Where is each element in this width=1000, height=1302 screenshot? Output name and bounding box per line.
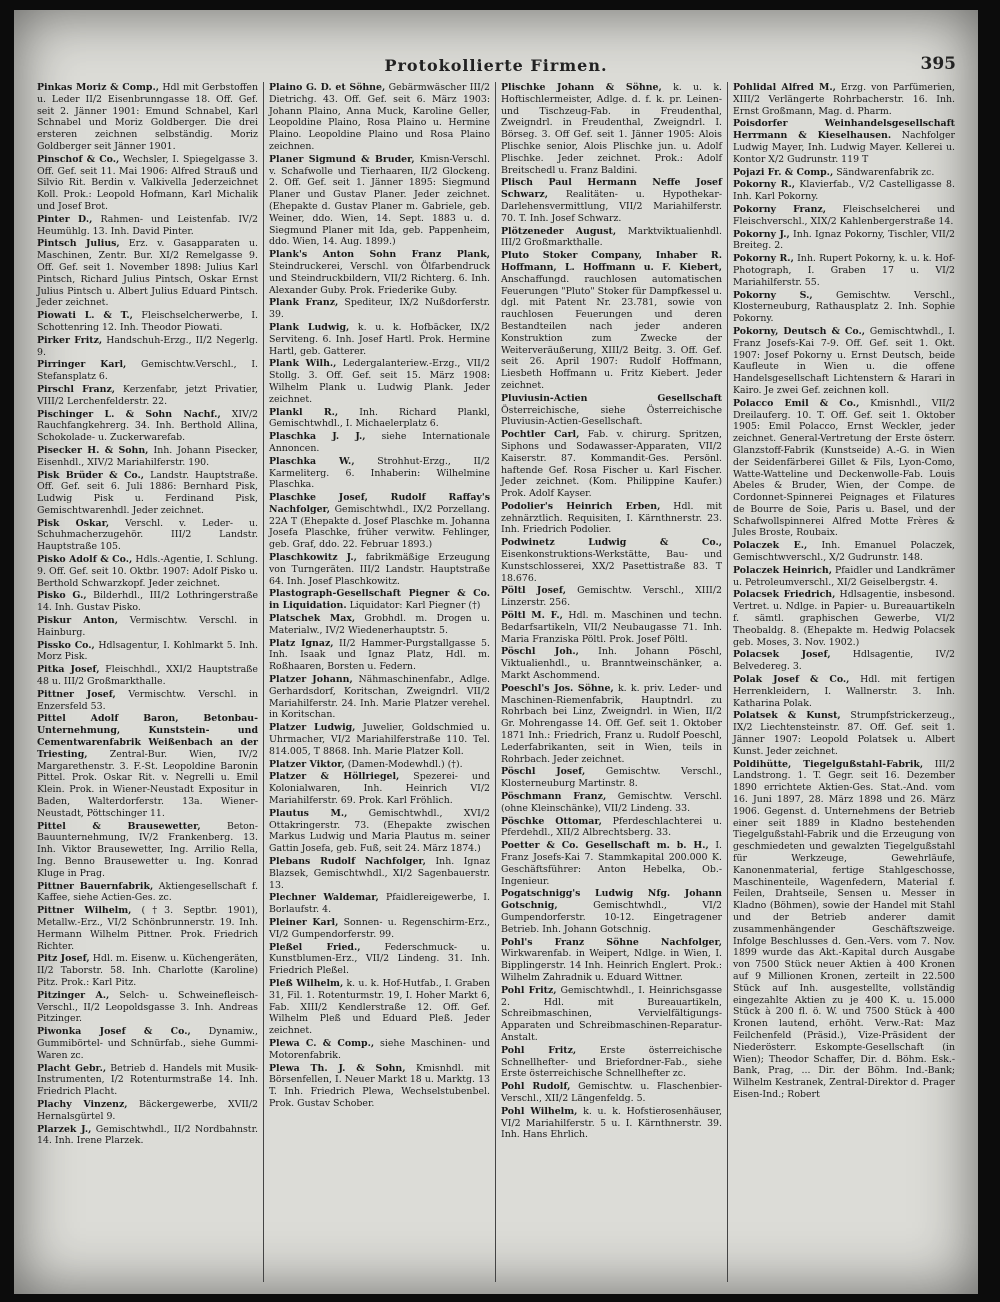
firm-name: Platz Ignaz,	[269, 637, 334, 649]
directory-entry	[37, 82, 258, 153]
firm-name: Pirschl Franz,	[37, 383, 116, 395]
firm-details: Gebärmwäscher III/2 Dietrichg. 43. Off. Gef. seit 6. März 1903: Johann Plaino, Anna Muck, Karoline Geller, Leopoldine Plaino, Rosa Plaino u. Hermine Plaino. Leopoldine Plaino und Rosa Plaino zeichnen.	[269, 82, 490, 152]
directory-entry	[733, 179, 955, 203]
firm-details: Österreichische, siehe Österreichische Pluviusin-Actien-Gesellschaft.	[501, 404, 722, 428]
firm-details: Betrieb d. Handels mit Musik-Instrumenten, I/2 Rotenturmstraße 14. Inh. Friedrich Placht.	[37, 1062, 259, 1098]
firm-name: Platzer Viktor,	[269, 758, 345, 770]
firm-name: Plewa Th. J. & Sohn,	[269, 1062, 406, 1074]
firm-name: Pohl Wilhelm,	[501, 1105, 578, 1117]
firm-name: Plebans Rudolf Nachfolger,	[269, 856, 426, 867]
firm-name: Polacco Emil & Co.,	[733, 397, 860, 409]
firm-name: Pöschl Joh.,	[501, 646, 579, 658]
firm-details: Inh. Rupert Pokorny, k. u. k. Hof-Photograph, I. Graben 17 u. VI/2 Mariahilferstr. 55.	[733, 253, 955, 288]
firm-details: Kmisnhdl., VII/2 Dreilauferg. 10. T. Off. Gef. seit 1. Oktober 1905: Emil Polacco, Ernst Weckler, jeder zeichnet. General-Vertretung der Erste österr. Glanzstoff-Fabrik (Kunstseide) A.-G. in Wien der Seidenfärberei Gillet & Fils, Lyon-Como, Watte-Watteline und Deckenwolle-Fab. Louis Abeles & Bruder, Wien, der Compe. de Cordonnet-Spinnerei Peignages et Filatures de Bourre de Soie, Paris u. Basel, und der Schafwollspinnerei Alfred Motte Frères & Jules Broste, Roubaix.	[733, 397, 955, 539]
directory-entry	[269, 978, 490, 1037]
directory-entry	[501, 429, 722, 500]
directory-entry	[269, 917, 490, 941]
directory-entry	[269, 808, 490, 855]
firm-name: Pleßel Fried.,	[269, 941, 361, 953]
directory-entry	[501, 393, 722, 428]
firm-name: Plischke Johann & Söhne,	[501, 82, 662, 93]
directory-entry	[269, 722, 490, 757]
directory-entry	[733, 290, 955, 325]
directory-entry	[733, 204, 955, 228]
directory-entry	[37, 640, 258, 664]
firm-details: Zentral-Bur. Wien, IV/2 Margarethenstr. 3. F.-St. Leopoldine Baronin Pittel. Prok. Oskar Rit. v. Negrelli u. Emil Klein. Prok. in Wiener-Neustadt Expositur in Baden, Walterdorferstr. 13a. Wiener-Neustadt, Pöttschinger 11.	[37, 748, 258, 819]
firm-name: Pittner Bauernfabrik,	[37, 880, 154, 892]
directory-entry	[733, 565, 955, 589]
firm-details: Wirkwarenfab. in Weipert, Ndlge. in Wien, I. Bipplingerstr. 14 Inh. Heinrich Englert. Prok.: Wilhelm Zahradnik u. Eduard Wittner.	[501, 948, 722, 983]
firm-name: Pisk Brüder & Co.,	[37, 469, 145, 481]
firm-name: Polatsek & Kunst,	[733, 710, 841, 722]
directory-entry	[501, 791, 722, 815]
directory-entry	[269, 638, 490, 673]
firm-details: Hdl. mit zehnärztlich. Requisiten, I. Kärnthnerstr. 23. Inh. Friedrich Podolier.	[501, 500, 722, 536]
firm-details: Eisenkonstruktions-Werkstätte, Bau- und Kunstschlosserei, XX/2 Pasettistraße 83. T 18.676.	[501, 549, 722, 584]
firm-details: Gemischtwhdl., I. Franz Josefs-Kai 7-9. Off. Gef. seit 1. Okt. 1907: Josef Pokorny u. Ernst Deutsch, beide Kaufleute in Wien u. die offene Handelsgesellschaft Lichtenstern & Harari in Kairo. Je zwei Gef. zeichnen koll.	[733, 325, 955, 396]
directory-entry	[733, 674, 955, 709]
directory-entry	[37, 359, 258, 383]
firm-name: Plank Ludwig,	[269, 321, 350, 333]
directory-entry	[37, 518, 258, 553]
firm-name: Pittner Wilhelm,	[37, 905, 132, 917]
directory-entry	[501, 82, 722, 176]
firm-details: Spediteur, IX/2 Nußdorferstr. 39.	[269, 297, 491, 321]
firm-name: Polacsek Friedrich,	[733, 589, 836, 601]
firm-name: Pohl Fritz,	[501, 984, 557, 996]
firm-details: (Damen-Modewhdl.) (†).	[347, 758, 463, 770]
firm-details: Erzg. von Parfümerien, XIII/2 Verlängerte Rohrbacherstr. 16. Inh. Ernst Großmann, Mag. d. Pharm.	[733, 82, 955, 117]
firm-details: Dynamiw., Gummibörtel- und Schnürfab., siehe Gummi-Waren zc.	[37, 1026, 258, 1061]
directory-entry	[733, 167, 955, 179]
firm-details: Kerzenfabr, jetzt Privatier, VIII/2 Lerchenfelderstr. 22.	[37, 383, 258, 407]
firm-name: Pinkas Moriz & Comp.,	[37, 82, 159, 93]
firm-name: Plankl R.,	[269, 406, 339, 418]
directory-entry	[37, 713, 258, 819]
firm-name: Plank Franz,	[269, 297, 339, 309]
firm-name: Pleiner Karl,	[269, 916, 339, 928]
firm-name: Pöltl Josef,	[501, 585, 566, 597]
directory-entry	[501, 537, 722, 584]
firm-details: Pfaidlereigewerbe, I. Borlaufstr. 4.	[269, 892, 490, 916]
firm-name: Plewa C. & Comp.,	[269, 1037, 375, 1049]
column-4	[728, 82, 960, 1282]
firm-details: Sonnen- u. Regenschirm-Erz., VI/2 Gumpendorferstr. 99.	[269, 916, 491, 940]
firm-details: Hdl. m. Maschinen und techn. Bedarfsartikeln, VII/2 Neubaugasse 71. Inh. Maria Franziska Pöltl. Prok. Josef Pöltl.	[501, 610, 722, 645]
directory-entry	[501, 1045, 722, 1080]
firm-name: Pokorny Franz,	[733, 203, 826, 215]
directory-entry	[269, 358, 490, 405]
firm-name: Pohlidal Alfred M.,	[733, 82, 836, 93]
firm-name: Poisdorfer Weinhandelsgesellschaft Herrmann & Kieselhausen.	[733, 118, 955, 142]
directory-entry	[501, 1081, 722, 1105]
firm-details: Gemischtw. u. Flaschenbier-Verschl., XII/2 Längenfeldg. 5.	[501, 1081, 723, 1104]
firm-name: Plank Wilh.,	[269, 358, 337, 370]
directory-entry	[269, 154, 490, 248]
firm-details: Inh. Richard Plankl, Gemischtwhdl., I. Michaelerplatz 6.	[269, 406, 490, 430]
directory-entry	[269, 249, 490, 296]
firm-name: Pokorny R.,	[733, 179, 795, 191]
firm-name: Pittel & Brausewetter,	[37, 820, 201, 832]
firm-name: Plaschkowitz J.,	[269, 552, 357, 564]
firm-details: Inh. Emanuel Polaczek, Gemischtwverschl., X/2 Gudrunstr. 148.	[733, 540, 955, 564]
directory-entry	[501, 585, 722, 609]
directory-entry	[733, 326, 955, 397]
firm-details: Hdlsagentur, I. Kohlmarkt 5. Inh. Morz Pisk.	[37, 639, 258, 663]
firm-name: Pittner Josef,	[37, 688, 116, 700]
firm-name: Pinschof & Co.,	[37, 153, 120, 165]
directory-entry	[269, 759, 490, 771]
firm-name: Pisko Adolf & Co.,	[37, 554, 133, 566]
firm-details: Gemischtwhdl., I. Heinrichsgasse 2. Hdl. mit Bureauartikeln, Schreibmaschinen, Vervielfältigungs-Apparaten und Schreibmaschinen-Reparatur-Anstalt.	[501, 984, 722, 1043]
firm-details: Hdl. m. Eisenw. u. Küchengeräten, II/2 Taborstr. 58. Inh. Charlotte (Karoline) Pitz. Prok.: Karl Pitz.	[37, 953, 258, 988]
firm-name: Pleß Wilhelm,	[269, 977, 344, 989]
firm-details: Ledergalanteriew.-Erzg., VII/2 Stollg. 3. Off. Gef. seit 15. März 1908: Wilhelm Plank u. Ludwig Plank. Jeder zeichnet.	[269, 358, 490, 405]
directory-entry	[37, 554, 258, 589]
firm-details: Marktviktualienhdl. III/2 Großmarkthalle.	[501, 225, 722, 249]
firm-details: Hdl. mit fertigen Herrenkleidern, I. Wallnerstr. 3. Inh. Katharina Polak.	[733, 674, 956, 709]
firm-details: Gemischtw.Verschl., I. Stefansplatz 6.	[37, 359, 259, 383]
firm-name: Pokorny S.,	[733, 289, 813, 301]
directory-entry	[269, 588, 490, 612]
directory-entry	[37, 214, 258, 238]
column-1	[32, 82, 264, 1282]
firm-details: Wechsler, I. Spiegelgasse 3. Off. Gef. seit 11. Mai 1906: Alfred Strauß und Silvio Rit. Berdin v. Valkivella Jederzeichnet Koll. Prok.: Leopold Hofmann, Karl Michalik und Josef Brot.	[37, 153, 258, 212]
firm-name: Podwinetz Ludwig & Co.,	[501, 537, 722, 549]
directory-entry	[37, 335, 258, 359]
firm-details: I. Franz Josefs-Kai 7. Stammkapital 200.000 K. Geschäftsführer: Anton Hebelka, Ob.-Ingenieur.	[501, 840, 723, 887]
firm-name: Platschek Max,	[269, 613, 356, 625]
directory-entry	[269, 674, 490, 721]
directory-entry	[37, 445, 258, 469]
firm-name: Pokorny R.,	[733, 253, 794, 265]
firm-details: Pfaidler und Landkrämer u. Petroleumverschl., XI/2 Geiselbergstr. 4.	[733, 564, 955, 588]
firm-name: Pokorny, Deutsch & Co.,	[733, 325, 866, 337]
firm-details: Inh. Johann Pisecker, Eisenhdl., XIV/2 Mariahilferstr. 190.	[37, 444, 258, 468]
firm-details: fabrikmäßige Erzeugung von Turngeräten. III/2 Landstr. Hauptstraße 64. Inh. Josef Plaschkowitz.	[269, 552, 491, 587]
firm-details: Rahmen- und Leistenfab. IV/2 Heumühlg. 13. Inh. David Pinter.	[37, 213, 258, 237]
firm-details: Fleischhdl., XXI/2 Hauptstraße 48 u. III/2 Großmarkthalle.	[37, 664, 258, 688]
firm-name: Plaschka J. J.,	[269, 431, 366, 443]
directory-entry	[501, 501, 722, 536]
directory-entry	[269, 297, 490, 321]
firm-name: Placht Gebr.,	[37, 1062, 107, 1074]
firm-name: Piowati L. & T.,	[37, 310, 133, 322]
firm-name: Poeschl's Jos. Söhne,	[501, 682, 614, 694]
firm-name: Plisch Paul Hermann Neffe Josef Schwarz,	[501, 177, 722, 201]
firm-details: Strohhut-Erzg., II/2 Karmeliterg. 6. Inhaberin: Wilhelmine Plaschka.	[269, 455, 490, 491]
directory-entry	[733, 398, 955, 540]
firm-name: Platzer Ludwig,	[269, 722, 356, 734]
firm-details: siehe Maschinen- und Motorenfabrik.	[269, 1037, 491, 1061]
directory-entry	[37, 953, 258, 988]
directory-entry	[269, 431, 490, 455]
directory-entry	[501, 646, 722, 681]
firm-details: Selch- u. Schweinefleisch-Verschl., II/2 Leopoldsgasse 3. Inh. Andreas Pitzinger.	[37, 989, 258, 1025]
firm-name: Plaino G. D. et Söhne,	[269, 82, 386, 93]
firm-details: k. k. priv. Leder- und Maschinen-Riemenfabrik, Hauptndrl. zu Rohrbach bei Linz, Zweigndrl. in Wien, II/2 Gr. Mohrengasse 14. Off. Gef. seit 1. Oktober 1871 Inh.: Friedrich, Franz u. Rudolf Poeschl, Lederfabrikanten, seit in Wien, teils in Rohrbach. Jeder zeichnet.	[501, 682, 723, 765]
firm-details: Strumpfstrickerzeug., IX/2 Liechtensteinstr. 87. Off. Gef. seit 1. Jänner 1907: Leopold Polatsek u. Albert Kunst. Jeder zeichnet.	[733, 710, 955, 757]
firm-details: Gemischtw. Verschl., Klosterneuburg Martinstr. 8.	[501, 766, 722, 790]
firm-name: Plaschke Josef, Rudolf Raffay's Nachfolger,	[269, 492, 490, 515]
directory-entry	[733, 759, 955, 1101]
directory-entry	[501, 985, 722, 1044]
firm-details: k. u. k. Hof-Hutfab., I. Graben 31, Fil. 1. Rotenturmstr. 19, I. Hoher Markt 6, Fab. XIII/2 Kendlerstraße 12. Off. Gef. Wilhelm Pleß und Eduard Pleß. Jeder zeichnet.	[269, 977, 491, 1037]
firm-name: Pöltl M. F.,	[501, 610, 563, 622]
firm-name: Pirringer Karl,	[37, 359, 127, 371]
firm-details: Gemischtwhdl., IX/2 Porzellang. 22A T (Ehepakte d. Josef Plaschke m. Johanna Josefa Plaschke, früher verwitw. Fehlinger, geb. Graf, ddo. 22. Februar 1893.)	[269, 503, 491, 551]
firm-details: Kmisn-Verschl. v. Schafwolle und Tierhaaren, II/2 Glockeng. 2. Off. Gef. seit 1. Jänner 1895: Siegmund Planer und Gustav Planer. Jeder zeichnet. (Ehepakte d. Gustav Planer m. Gabriele, geb. Weiner, ddo. Wien, 14. Sept. 1883 u. d. Siegmund Planer mit Ida, geb. Pappenheim, ddo. Wien, 14. Aug. 1899.)	[269, 153, 490, 248]
directory-entry	[37, 990, 258, 1025]
firm-details: siehe Internationale Annoncen.	[269, 431, 490, 454]
page-number: 395	[920, 54, 956, 74]
firm-details: Fab. v. chirurg. Spritzen, Siphons und Sodawasser-Apparaten, VII/2 Kaiserstr. 87. Kommandit-Ges. Persönl. haftende Gef. Rosa Fischer u. Karl Fischer. Jeder zeichnet. (Kom. Philippine Kaufer.) Prok. Adolf Kayser.	[501, 429, 722, 500]
directory-entry	[733, 82, 955, 117]
directory-entry	[269, 322, 490, 357]
firm-name: Pintsch Julius,	[37, 238, 120, 250]
directory-entry	[269, 771, 490, 806]
directory-entry	[37, 1099, 258, 1123]
directory-entry	[37, 881, 258, 905]
column-3	[496, 82, 728, 1282]
directory-entry	[269, 82, 490, 153]
directory-entry	[501, 766, 722, 790]
firm-name: Piskur Anton,	[37, 615, 118, 627]
directory-entry	[37, 1124, 258, 1148]
directory-entry	[501, 1106, 722, 1141]
firm-name: Pinter D.,	[37, 213, 93, 225]
firm-details: Gemischtw. Verschl., Klosterneuburg, Rathausplatz 2. Inh. Sophie Pokorny.	[733, 289, 955, 325]
firm-details: k. u. k. Hofbäcker, IX/2 Serviteng. 6. Inh. Josef Hartl. Prok. Hermine Hartl, geb. Gatterer.	[269, 321, 490, 357]
firm-details: Hdls.-Agentie, I. Schlung. 9. Off. Gef. seit 10. Oktbr. 1907: Adolf Pisko u. Berthold Schwarzkopf. Jeder zeichnet.	[37, 554, 259, 589]
firm-name: Pisecker H. & Sohn,	[37, 444, 149, 456]
directory-entry	[733, 540, 955, 564]
firm-name: Plautus M.,	[269, 807, 348, 819]
directory-entry	[269, 1038, 490, 1062]
directory-entry	[501, 177, 722, 224]
firm-name: Pittel Adolf Baron, Betonbau-Unternehmung, Kunststein- und Cementwarenfabrik Weißenbach an der Triesting,	[37, 713, 258, 760]
firm-name: Pojazi Fr. & Comp.,	[733, 166, 834, 178]
directory-entry	[269, 1063, 490, 1110]
firm-name: Pöschl Josef,	[501, 766, 586, 778]
directory-entry	[269, 613, 490, 637]
firm-details: Verschl. v. Leder- u. Schuhmacherzugehör. III/2 Landstr. Hauptstraße 105.	[37, 517, 259, 553]
firm-details: (†3. Septbr. 1901), Metallw.-Erz., VI/2 Schönbrunnerstr. 19. Inh. Hermann Wilhelm Pittner. Prok. Friedrich Richter.	[37, 905, 258, 952]
directory-entry	[37, 615, 258, 639]
directory-entry	[733, 649, 955, 673]
firm-details: II/2 Hammer-Purgstallgasse 5. Inh. Isaak und Ignaz Platz, Hdl. m. Roßhaaren, Borsten u. Federn.	[269, 637, 491, 673]
firm-name: Pisk Oskar,	[37, 517, 110, 529]
firm-details: Handschuh-Erzg., II/2 Negerlg. 9.	[37, 334, 259, 358]
directory-entry	[269, 492, 490, 551]
firm-name: Polaczek E.,	[733, 540, 808, 552]
firm-details: Klavierfab., V/2 Castelligasse 8. Inh. Karl Pokorny.	[733, 179, 955, 203]
firm-details: Nachfolger Ludwig Mayer, Inh. Ludwig Mayer. Kellerei u. Kontor X/2 Gudrunstr. 119 T	[733, 130, 956, 165]
directory-entry	[37, 470, 258, 517]
firm-name: Poldihütte, Tiegelgußstahl-Fabrik,	[733, 758, 924, 770]
firm-details: Gemischtwhdl., VI/2 Gumpendorferstr. 10-12. Eingetragener Betrieb. Inh. Johann Gotschnig.	[501, 900, 722, 935]
firm-details: III/2 Landstrong. 1. T. Gegr. seit 16. Dezember 1890 errichtete Aktien-Ges. Stat.-And. vom 16. Juni 1897, 28. März 1898 und 26. März 1906. Gegenst. d. Unternehmens der Betrieb einer seit 1889 in Kladno bestehenden Tiegelgußstahl-Fabrik und die Erzeugung von geschmiedeten und gewalzten Tiegelgußstahl für Werkzeuge, Gewehrläufe, Kanonenmaterial, fertige Stahlgeschosse, Maschinenteile, Wagenfedern, Material f. Feilen, Drahtseile, Sensen u. Messer in Kladno (Böhmen), sowie der Handel mit Stahl und der Betrieb anderer damit zusammenhängender Geschäftszweige. Infolge Beschlusses d. Gen.-Vers. vom 7. Nov. 1899 wurde das Akt.-Kapital durch Ausgabe von 7500 Stück neuer Aktien à 400 Kronen auf 9 Millionen Kronen, zerteilt in 22.500 Stück auf Inh. ausgestellte, vollständig eingezahlte Aktien zu je 400 K. u. 15.000 Stück à 200 fl. ö. W. und 7500 Stück à 400 Kronen lautend, erhöht. Verw.-Rat: Maz Feilchenfeld (Präsid.), Vize-Präsident der Niederösterr. Eskompte-Gesellschaft (in Wien); Theodor Schaffer, Dir. d. Böhm. Esk.-Bank, Prag, ... Dir. der Böhm. Ind.-Bank; Wilhelm Kestranek, Zentral-Direktor d. Prager Eisen-Ind.; Robert	[733, 758, 956, 1100]
firm-details: Pferdeschlachterei u. Pferdehdl., XII/2 Albrechtsberg. 33.	[501, 815, 722, 839]
directory-entry	[37, 409, 258, 444]
firm-name: Plaschka W.,	[269, 455, 355, 467]
firm-name: Polaczek Heinrich,	[733, 564, 832, 576]
firm-name: Platzer Johann,	[269, 674, 353, 686]
directory-entry	[269, 856, 490, 891]
firm-details: Landstr. Hauptstraße. Off. Gef. seit 6. Juli 1886: Bernhard Pisk, Ludwig Pisk u. Ferdinand Pisk, Gemischtwarenhdl. Jeder zeichnet.	[37, 469, 259, 516]
directory-entry	[501, 840, 722, 887]
firm-name: Platzer & Höllriegel,	[269, 771, 400, 783]
firm-name: Plachy Vinzenz,	[37, 1098, 128, 1110]
firm-name: Pisko G.,	[37, 590, 87, 602]
directory-entry	[269, 456, 490, 491]
directory-entry	[37, 664, 258, 688]
firm-name: Polacsek Josef,	[733, 649, 831, 661]
firm-name: Pohl's Franz Söhne Nachfolger,	[501, 936, 722, 948]
firm-details: Gemischtw. Verschl. (ohne Kleinschänke), VII/2 Lindeng. 33.	[501, 791, 723, 814]
firm-details: Vermischtw. Verschl. in Hainburg.	[37, 615, 258, 638]
firm-name: Pöschke Ottomar,	[501, 815, 602, 827]
directory-entry	[501, 610, 722, 645]
page-header	[14, 52, 978, 82]
directory-entry	[37, 821, 258, 880]
directory-entry	[37, 1063, 258, 1098]
directory-entry	[733, 229, 955, 253]
firm-name: Pluto Stoker Company, Inhaber R. Hoffmann, L. Hoffmann u. F. Kiebert,	[501, 250, 722, 273]
directory-entry	[37, 154, 258, 213]
firm-name: Pochtler Carl,	[501, 429, 580, 441]
firm-details: Erz. v. Gasapparaten u. Maschinen, Zentr. Bur. XI/2 Remelgasse 9. Off. Gef. seit 1. November 1898: Julius Karl Pintsch, Richard Julius Pintsch, Oskar Ernst Julius Pintsch u. Albert Julius Eduard Pintsch. Jeder zeichnet.	[37, 238, 259, 309]
firm-name: Pogatschnigg's Ludwig Nfg. Johann Gotschnig,	[501, 888, 722, 912]
firm-details: Steindruckerei, Verschl. von Ölfarbendruck und Steindruckbildern, VII/2 Richterg. 6. Inh. Alexander Guby. Prok. Friederike Guby.	[269, 260, 490, 296]
directory-entry	[269, 407, 490, 431]
directory-entry	[501, 888, 722, 935]
directory-entry	[733, 710, 955, 757]
firm-name: Pohl Fritz,	[501, 1044, 577, 1056]
firm-name: Piwonka Josef & Co.,	[37, 1026, 191, 1038]
directory-entry	[37, 384, 258, 408]
firm-details: Inh. Ignaz Pokorny, Tischler, VII/2 Breiteg. 2.	[733, 228, 955, 252]
page-title: Protokollierte Firmen.	[384, 56, 608, 75]
directory-entry	[501, 226, 722, 250]
firm-name: Pokorny J.,	[733, 228, 790, 240]
directory-entry	[733, 118, 955, 165]
firm-name: Pitka Josef,	[37, 664, 100, 676]
directory-entry	[269, 552, 490, 587]
firm-name: Poetter & Co. Gesellschaft m. b. H.,	[501, 840, 709, 852]
directory-entry	[37, 905, 258, 952]
firm-details: Liquidator: Karl Piegner (†)	[349, 600, 481, 612]
directory-entry	[733, 589, 955, 648]
directory-entry	[37, 310, 258, 334]
directory-entry	[37, 689, 258, 713]
text-columns	[32, 82, 962, 1282]
firm-details: k. u. k. Hoftischlermeister, Adlge. d. f. k. pr. Leinen- und Tischzeug-Fab. in Freudenthal, Zweigndrl. in Freudenthal, Zweigndrl. I. Börseg. 3. Off Gef. seit 1. Jänner 1905: Alois Plischke senior, Alois Plischke jun. u. Adolf Plischke. Jeder zeichnet. Prok.: Adolf Breitschedl u. Franz Baldini.	[501, 82, 722, 176]
directory-entry	[37, 238, 258, 309]
firm-name: Pirker Fritz,	[37, 334, 103, 346]
directory-entry	[501, 683, 722, 766]
firm-details: Sändwarenfabrik zc.	[836, 166, 935, 178]
firm-name: Plastograph-Gesellschaft Piegner & Co. in Liquidation.	[269, 588, 490, 612]
firm-details: Inh. Johann Pöschl, Viktualienhdl., u. Branntweinschänker, a. Markt Aschommend.	[501, 646, 722, 682]
firm-details: Kmisnhdl. mit Börsenfellen, I. Neuer Markt 18 u. Marktg. 13 T. Inh. Friedrich Plewa, Wechselstubenbel. Prok. Gustav Schober.	[269, 1062, 490, 1109]
firm-details: Bäckergewerbe, XVII/2 Hernalsgürtel 9.	[37, 1098, 259, 1122]
firm-details: Fleischselcherei und Fleischverschl., XIX/2 Kahlenbergerstraße 14.	[733, 203, 955, 227]
firm-name: Plechner Waldemar,	[269, 892, 379, 904]
firm-details: Gemischtwhdl., XVI/2 Ottakringerstr. 73. (Ehepakte zwischen Markus Ludwig und Maria Plautus m. seiner Gattin Josefa, geb. Fuß, seit 24. März 1874.)	[269, 807, 490, 855]
firm-details: Bilderhdl., III/2 Lothringerstraße 14. Inh. Gustav Pisko.	[37, 590, 259, 614]
firm-details: Realitäten- u. Hypothekar-Darlehensvermittlung, VII/2 Mariahilferstr. 70. T. Inh. Josef Schwarz.	[501, 189, 722, 224]
firm-details: Erste österreichische Schnellhefter- und Briefordner-Fab., siehe Erste österreichische Schnellhefter zc.	[501, 1044, 722, 1080]
firm-name: Podolier's Heinrich Erben,	[501, 500, 661, 512]
firm-details: Vermischtw. Verschl. in Enzersfeld 53.	[37, 688, 258, 712]
directory-entry	[501, 937, 722, 984]
firm-name: Plank's Anton Sohn Franz Plank,	[269, 249, 490, 261]
firm-details: Juwelier, Goldschmied u. Uhrmacher, VI/2 Mariahilferstraße 110. Tel. 814.005, T 8868. Inh. Marie Platzer Koll.	[269, 722, 491, 757]
firm-name: Plötzeneder August,	[501, 225, 617, 237]
directory-entry	[501, 250, 722, 392]
firm-details: XIV/2 Rauchfangkehrerg. 34. Inh. Berthold Allina, Schokolade- u. Zuckerwarefab.	[37, 408, 258, 444]
directory-entry	[37, 1026, 258, 1061]
firm-details: Beton-Bauunternehmung, IV/2 Frankenberg. 13. Inh. Viktor Brausewetter, Ing. Arrilio Rella, Ing. Benno Brausewetter u. Ing. Konrad Kluge in Prag.	[37, 820, 258, 879]
firm-details: Nähmaschinenfabr., Adlge. Gerhardsdorf, Koritschan, Zweigndrl. VII/2 Mariahilferstr. 24. Inh. Marie Platzer verehel. in Koritschan.	[269, 674, 490, 721]
firm-name: Polak Josef & Co.,	[733, 674, 850, 686]
firm-details: Spezerei- und Kolonialwaren, Inh. Heinrich VI/2 Mariahilferstr. 69. Prok. Karl Fröhlich.	[269, 771, 490, 807]
firm-name: Pöschmann Franz,	[501, 791, 607, 803]
firm-details: Hdlsagentie, insbesond. Vertret. u. Ndlge. in Papier- u. Bureauartikeln f. sämtl. graphischen Gewerbe, VI/2 Theobaldg. 8. (Ehepakte m. Hedwig Polacsek geb. Moses, 3. Nov. 1902.)	[733, 589, 956, 648]
scanned-page	[14, 10, 978, 1294]
firm-details: Hdlsagentie, IV/2 Belvedereg. 3.	[733, 649, 955, 673]
firm-name: Pissko Co.,	[37, 639, 95, 651]
directory-entry	[269, 892, 490, 916]
directory-entry	[501, 816, 722, 840]
firm-details: Aktiengesellschaft f. Kaffee, siehe Actien-Ges. zc.	[37, 880, 259, 904]
directory-entry	[37, 590, 258, 614]
firm-details: Federschmuck- u. Kunstblumen-Erz., VII/2 Lindeng. 31. Inh. Friedrich Pleßel.	[269, 941, 490, 977]
firm-details: Gemischtwhdl., II/2 Nordbahnstr. 14. Inh. Irene Plarzek.	[37, 1123, 258, 1147]
directory-entry	[733, 253, 955, 288]
firm-details: Grobhdl. m. Drogen u. Materialw., IV/2 Wiedenerhauptstr. 5.	[269, 613, 490, 636]
firm-name: Planer Sigmund & Bruder,	[269, 153, 415, 165]
directory-entry	[269, 942, 490, 977]
firm-details: Anschaffungd. rauchlosen automatischen Feuerungen "Pluto" Stoker für Dampfkessel u. dgl. mit Patent Nr. 23.781, sowie von rauchlosen Feuerungen und deren Bestandteilen nach jeder anderen Konstruktion zum Zwecke der Weiterveräußerung, XIII/2 Beitg. 3. Off. Gef. seit 26. April 1907: Rudolf Hoffmann, Liesbeth Hoffmann u. Fritz Kiebert. Jeder zeichnet.	[501, 273, 722, 391]
column-2	[264, 82, 496, 1282]
firm-details: k. u. k. Hofstierosenhäuser, VI/2 Mariahilferstr. 5 u. I. Kärnthnerstr. 39. Inh. Hans Ehrlich.	[501, 1105, 723, 1141]
firm-name: Plarzek J.,	[37, 1123, 92, 1135]
firm-details: Hdl mit Gerbstoffen u. Leder II/2 Eisenbrunngasse 18. Off. Gef. seit 2. Jänner 1901: Emund Schnabel, Karl Schnabel und Moriz Goldberger. Die drei ersteren zeichnen selbständig. Moriz Goldberger seit Jänner 1901.	[37, 82, 258, 152]
firm-name: Pohl Rudolf,	[501, 1081, 571, 1093]
firm-name: Pluviusin-Actien Gesellschaft	[501, 392, 722, 404]
firm-details: Fleischselcherwerbe, I. Schottenring 12. Inh. Theodor Piowati.	[37, 310, 259, 333]
firm-details: Inh. Ignaz Blazsek, Gemischtwhdl., XI/2 Sagenbauerstr. 13.	[269, 856, 491, 891]
firm-name: Pitzinger A.,	[37, 989, 110, 1001]
firm-name: Pischinger L. & Sohn Nachf.,	[37, 408, 221, 420]
firm-name: Pitz Josef,	[37, 953, 90, 965]
firm-details: Gemischtw. Verschl., XIII/2 Linzerstr. 256.	[501, 585, 723, 609]
